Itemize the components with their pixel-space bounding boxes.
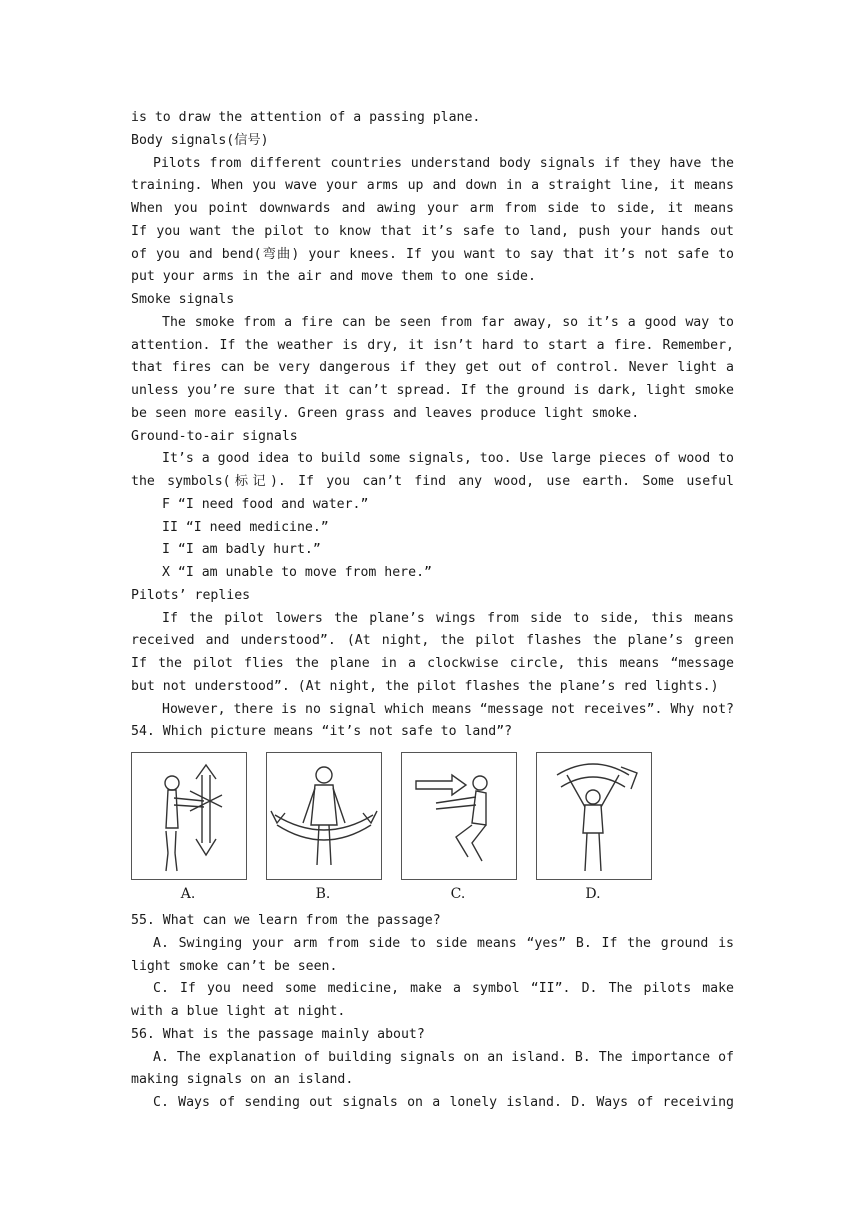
question-56: 56. What is the passage mainly about? <box>131 1026 425 1042</box>
replies-para-line: However, there is no signal which means “message not receives”. Why not? <box>162 701 734 717</box>
arms-up-down-icon <box>131 752 247 880</box>
pilots-replies-heading: Pilots’ replies <box>131 587 251 603</box>
ground-signals-heading: Ground-to-air signals <box>131 428 298 444</box>
ground-para-line: the symbols(标记). If you can’t find any wood, use earth. Some useful <box>131 474 734 489</box>
body-para-line: training. When you wave your arms up and down in a straight line, it means <box>131 178 734 194</box>
symbol-item: F “I need food and water.” <box>162 496 369 512</box>
picture-label-c: C. <box>450 886 466 902</box>
replies-para-line: If the pilot flies the plane in a clockwise circle, this means “message <box>131 656 734 671</box>
symbol-item: X “I am unable to move from here.” <box>162 565 432 580</box>
intro-line: is to draw the attention of a passing plane. <box>131 110 481 125</box>
picture-label-b: B. <box>315 886 331 902</box>
hands-forward-bend-knees-icon <box>401 752 517 880</box>
picture-label-a: A. <box>180 886 196 902</box>
symbol-item: II “I need medicine.” <box>162 519 329 535</box>
body-para-line: of you and bend(弯曲) your knees. If you want to say that it’s not safe to <box>131 246 734 262</box>
smoke-para-line: The smoke from a fire can be seen from far away, so it’s a good way to <box>162 314 734 330</box>
replies-para-line: If the pilot lowers the plane’s wings from side to side, this means <box>162 610 734 626</box>
smoke-para-line: that fires can be very dangerous if they get out of control. Never light a <box>131 360 734 376</box>
replies-para-line: but not understood”. (At night, the pilot flashes the plane’s red lights.) <box>131 678 719 694</box>
smoke-signals-heading: Smoke signals <box>131 292 235 307</box>
body-para-line: put your arms in the air and move them to one side. <box>131 269 536 285</box>
document-page <box>131 107 734 1115</box>
q56-option-line: A. The explanation of building signals on an island. B. The importance of <box>153 1049 734 1065</box>
answer-pictures <box>131 746 734 906</box>
replies-para-line: received and understood”. (At night, the pilot flashes the plane’s green <box>131 633 734 649</box>
smoke-para-line: be seen more easily. Green grass and leaves produce light smoke. <box>131 405 640 421</box>
smoke-para-line: attention. If the weather is dry, it isn’t hard to start a fire. Remember, <box>131 337 734 353</box>
smoke-para-line: unless you’re sure that it can’t spread. If the ground is dark, light smoke <box>131 383 734 398</box>
body-para-line: When you point downwards and awing your arm from side to side, it means <box>131 201 734 216</box>
q56-option-line: making signals on an island. <box>131 1072 354 1088</box>
body-signals-heading: Body signals(信号) <box>131 132 269 148</box>
q56-option-line: C. Ways of sending out signals on a lonely island. D. Ways of receiving <box>153 1095 734 1110</box>
q55-option-line: with a blue light at night. <box>131 1004 346 1019</box>
q55-option-line: C. If you need some medicine, make a symbol “II”. D. The pilots make <box>153 981 734 997</box>
question-55: 55. What can we learn from the passage? <box>131 913 441 928</box>
picture-label-d: D. <box>585 886 601 902</box>
body-para-line: If you want the pilot to know that it’s safe to land, push your hands out <box>131 223 734 239</box>
question-54: 54. Which picture means “it’s not safe to land”? <box>131 724 513 740</box>
q55-option-line: light smoke can’t be seen. <box>131 958 338 974</box>
arms-up-one-side-icon <box>536 752 652 880</box>
ground-para-line: It’s a good idea to build some signals, too. Use large pieces of wood to <box>162 451 734 467</box>
arm-swing-icon <box>266 752 382 880</box>
body-para-line: Pilots from different countries understand body signals if they have the <box>153 155 734 171</box>
symbol-item: I “I am badly hurt.” <box>162 542 321 558</box>
q55-option-line: A. Swinging your arm from side to side means “yes” B. If the ground is <box>153 935 734 951</box>
